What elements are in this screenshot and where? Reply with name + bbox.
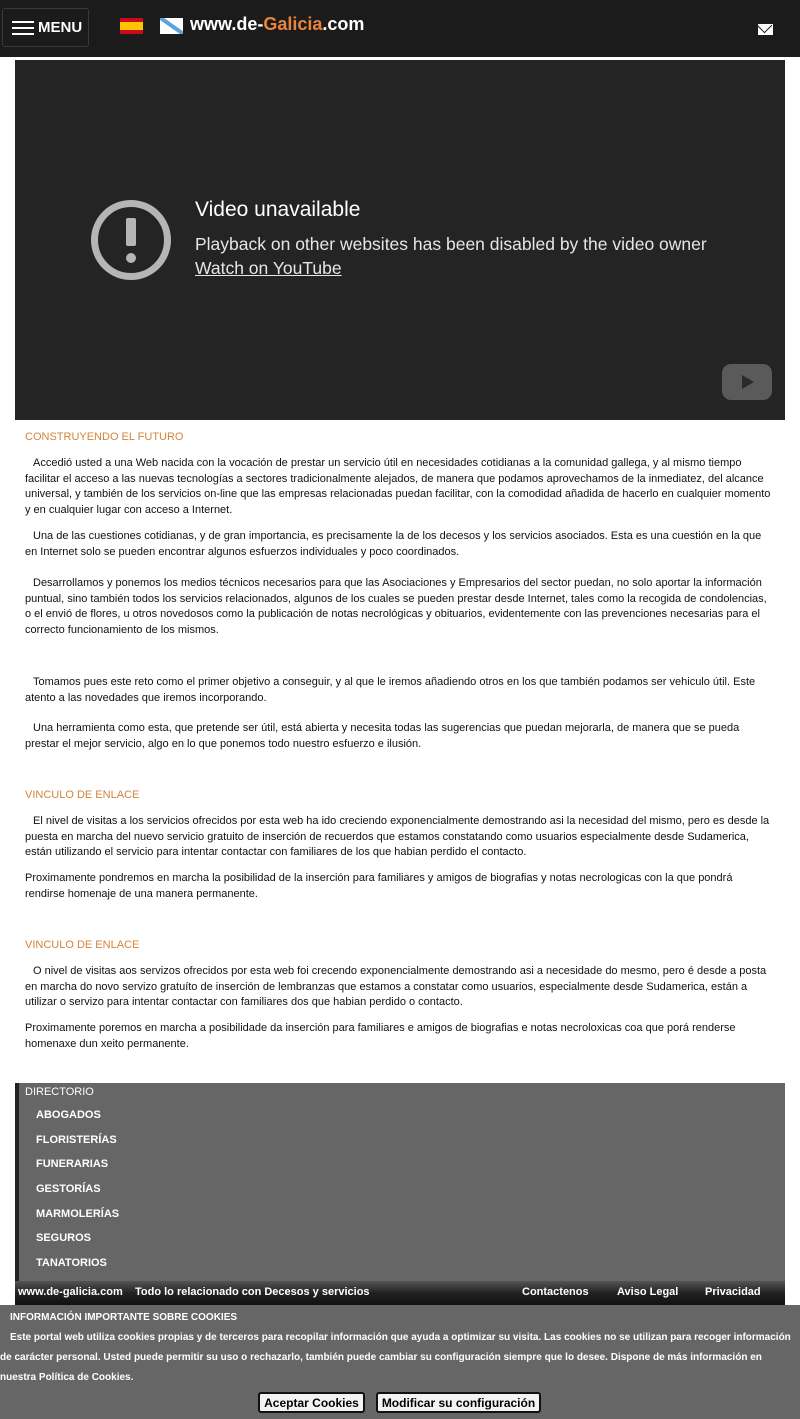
directory-item[interactable]: MARMOLERÍAS: [36, 1208, 120, 1220]
paragraph: Proximamente poremos en marcha a posibilidade da inserción para familiares e amigos de biografias e notas necroloxicas coa que porá renderse homenaxe dun xeito permanente.: [25, 1022, 736, 1050]
section-heading: VINCULO DE ENLACE: [25, 939, 140, 951]
privacy-link[interactable]: Privacidad: [705, 1286, 761, 1298]
paragraph: Accedió usted a una Web nacida con la vocación de prestar un servicio útil en necesidades cotidianas a la comunidad gallega, y al mismo tiempo facilitar el acceso a las nuevas tecnologías a sectores tradicionalmente alejados, de manera que podamos aprovechamos de la inmediatez, del alcance universal, y también de los servicios on-line que las empresas relacionadas puedan facilitar, con la comodidad añadida de hacerlo en cualquier momento y en cualquier lugar con acceso a Internet.: [25, 457, 771, 516]
paragraph: Una de las cuestiones cotidianas, y de gran importancia, es precisamente la de los decesos y los servicios asociados. Esta es una cuestión en la que en Internet solo se pueden encontrar algunos esfuerzos individuales y poco coordinados.: [25, 530, 762, 558]
site-logo[interactable]: www.de-Galicia.com: [190, 14, 365, 34]
footer-site-link[interactable]: www.de-galicia.com: [18, 1286, 123, 1298]
mail-icon[interactable]: [758, 24, 773, 35]
video-message: Playback on other websites has been disabled by the video owner: [195, 234, 707, 254]
directory-item[interactable]: SEGUROS: [36, 1232, 92, 1244]
contact-link[interactable]: Contactenos: [522, 1286, 589, 1298]
paragraph: Una herramienta como esta, que pretende ser útil, está abierta y necesita todas las sugerencias que puedan mejorarla, de manera que se pueda prestar el mejor servicio, algo en lo que ponemos todo nuestro esfuerzo e ilusión.: [25, 722, 740, 750]
youtube-icon[interactable]: [722, 364, 772, 400]
watch-on-youtube-link[interactable]: Watch on YouTube: [195, 258, 342, 278]
directory-item[interactable]: GESTORÍAS: [36, 1183, 101, 1195]
section-heading: CONSTRUYENDO EL FUTURO: [25, 431, 184, 443]
video-embed[interactable]: [15, 60, 785, 420]
directory-panel: [15, 1083, 785, 1281]
directory-item[interactable]: ABOGADOS: [36, 1109, 101, 1121]
paragraph: Desarrollamos y ponemos los medios técnicos necesarios para que las Asociaciones y Empresarios del sector puedan, no solo aportar la información puntual, sino también todos los servicios relacionados, algunos de los cuales se pueden prestar desde Internet, tales como la recogida de condolencias, o el envió de flores, u otros novedosos como la publicación de notas necrológicas y obituarios, evidentemente con las prevenciones necesarias para el correcto funcionamiento de los mismos.: [25, 577, 767, 636]
paragraph: El nivel de visitas a los servicios ofrecidos por esta web ha ido creciendo exponencialmente demostrando asi la necesidad del mismo, pero es desde la puesta en marcha del nuevo servicio gratuito de inserción de recuerdos que estamos constatando como usuarios especialmente desde Sudamerica, están utilizando el servicio para intentar contactar con familiares de los que habian perdido el contacto.: [25, 815, 770, 859]
paragraph: O nivel de visitas aos servizos ofrecidos por esta web foi crecendo exponencialmente demostrando asi a necesidade do mesmo, pero é desde a posta en marcha do novo servizo gratuíto de inserción de lembranzas que estamos a constatar como usuarios, especialmente desde Sudamerica, están a utilizar o servizo para intentar contactar con familiares dos que habian perdido o contacto.: [25, 965, 767, 1009]
video-title: Video unavailable: [195, 198, 361, 221]
spanish-flag-icon[interactable]: [120, 18, 143, 34]
footer-tagline: Todo lo relacionado con Decesos y servicios: [135, 1286, 370, 1298]
cookie-text: Este portal web utiliza cookies propias y de terceros para recopilar información que ayuda a optimizar su visita. Las cookies no se utilizan para recoger información de carácter personal. Usted puede permitir su uso o rechazarlo, también puede cambiar su configuración siempre que lo desee. Dispone de más información en nuestra Política de Cookies.: [0, 1332, 791, 1383]
hamburger-icon: [12, 21, 34, 35]
directory-item[interactable]: FUNERARIAS: [36, 1158, 109, 1170]
top-bar: [0, 0, 800, 57]
section-heading: VINCULO DE ENLACE: [25, 789, 140, 801]
paragraph: Tomamos pues este reto como el primer objetivo a conseguir, y al que le iremos añadiendo otros en los que también podamos ser vehiculo útil. Este atento a las novedades que iremos incorporando.: [25, 676, 756, 704]
paragraph: Proximamente pondremos en marcha la posibilidad de la inserción para familiares y amigos de biografias y notas necrologicas con la que pondrá rendirse homenaje de una manera permanente.: [25, 872, 733, 900]
directory-item[interactable]: FLORISTERÍAS: [36, 1134, 117, 1146]
cookie-title: INFORMACIÓN IMPORTANTE SOBRE COOKIES: [10, 1312, 238, 1323]
galician-flag-icon[interactable]: [160, 18, 183, 34]
footer-bar: [15, 1281, 785, 1305]
accept-cookies-button[interactable]: Aceptar Cookies: [258, 1392, 365, 1413]
directory-item[interactable]: TANATORIOS: [36, 1257, 107, 1269]
alert-icon: [91, 200, 171, 280]
configure-cookies-button[interactable]: Modificar su configuración: [376, 1392, 541, 1413]
directory-title: DIRECTORIO: [25, 1086, 94, 1098]
menu-label: MENU: [38, 19, 83, 36]
legal-notice-link[interactable]: Aviso Legal: [617, 1286, 679, 1298]
menu-button[interactable]: [2, 8, 89, 47]
